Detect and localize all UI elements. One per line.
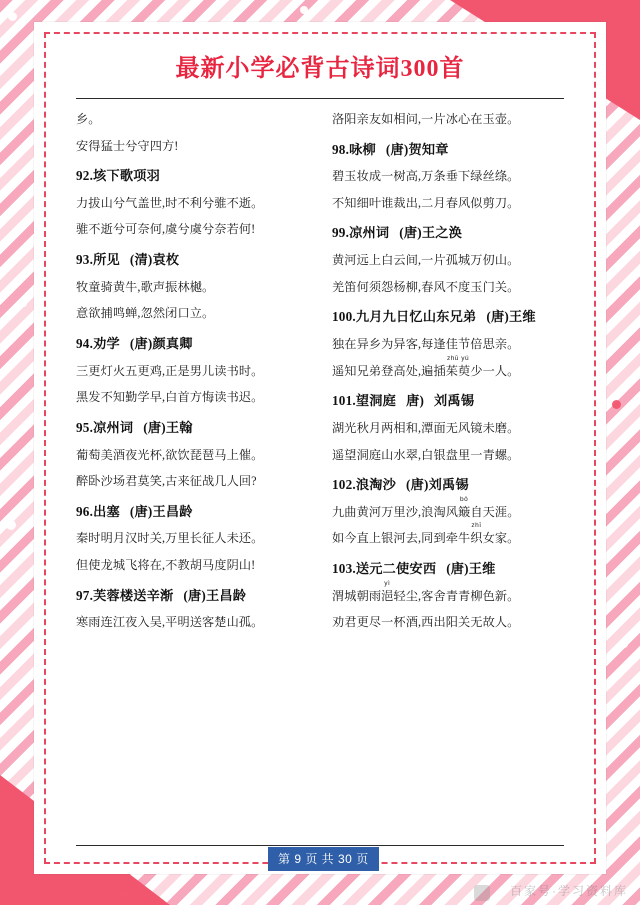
poem-heading: 96.出塞 (唐)王昌龄 bbox=[76, 503, 193, 519]
poem-line: 碧玉妆成一树高,万条垂下绿丝绦。 bbox=[332, 169, 520, 184]
poem-line: 湖光秋月两相和,潭面无风镜未磨。 bbox=[332, 421, 520, 436]
poem-line: 如今直上银河去,同到牵牛 zhī 织女家。 bbox=[332, 529, 564, 548]
horizontal-rule-top bbox=[76, 98, 564, 99]
poem-line: 渭城朝雨 yì 浥轻尘,客舍青青柳色新。 bbox=[332, 587, 564, 606]
poem-line: 意欲捕鸣蝉,忽然闭口立。 bbox=[76, 306, 215, 321]
poem-line: 骓不逝兮可奈何,虞兮虞兮奈若何! bbox=[76, 222, 256, 237]
poem-line: 醉卧沙场君莫笑,古来征战几人回? bbox=[76, 474, 257, 489]
poem-line: 劝君更尽一杯酒,西出阳关无故人。 bbox=[332, 615, 520, 630]
decorative-dot bbox=[120, 890, 128, 898]
pinyin-annotation: zhī 织 bbox=[470, 522, 483, 546]
poem-line: 不知细叶谁裁出,二月春风似剪刀。 bbox=[332, 195, 520, 210]
poem-heading: 102.浪淘沙 (唐)刘禹锡 bbox=[332, 477, 469, 493]
poem-line: 乡。 bbox=[76, 112, 101, 126]
poem-heading: 94.劝学 (唐)颜真卿 bbox=[76, 335, 193, 351]
poem-heading: 95.凉州词 (唐)王翰 bbox=[76, 419, 193, 435]
horizontal-rule-bottom bbox=[76, 845, 564, 846]
pinyin-annotation: yì 浥 bbox=[381, 579, 394, 603]
poem-heading: 103.送元二使安西 (唐)王维 bbox=[332, 561, 496, 576]
left-column bbox=[76, 106, 308, 841]
poem-line: 九曲黄河万里沙,浪淘风 bǒ 簸自天涯。 bbox=[332, 503, 564, 522]
poem-line: 遥望洞庭山水翠,白银盘里一青螺。 bbox=[332, 447, 520, 462]
poem-line: 牧童骑黄牛,歌声振林樾。 bbox=[76, 279, 215, 294]
poem-line: 安得猛士兮守四方! bbox=[76, 138, 179, 153]
decorative-dot bbox=[300, 6, 308, 14]
decorative-dot bbox=[612, 400, 621, 409]
poem-line: 洛阳亲友如相问,一片冰心在玉壶。 bbox=[332, 112, 520, 126]
pinyin-annotation: zhū yú 茱萸 bbox=[445, 354, 471, 378]
poem-heading: 92.垓下歌项羽 bbox=[76, 168, 161, 184]
poem-line: 羌笛何须怨杨柳,春风不度玉门关。 bbox=[332, 279, 520, 294]
poem-line: 秦时明月汉时关,万里长征人未还。 bbox=[76, 531, 264, 546]
page-title: 最新小学必背古诗词300首 bbox=[175, 56, 465, 82]
watermark-logo-icon bbox=[474, 885, 490, 901]
decorative-dot bbox=[6, 520, 16, 530]
poem-heading: 98.咏柳 (唐)贺知章 bbox=[332, 141, 449, 157]
poem-line: 黑发不知勤学早,白首方悔读书迟。 bbox=[76, 390, 264, 405]
watermark-text: 百家号·学习资料库 bbox=[510, 884, 628, 898]
poem-line: 寒雨连江夜入吴,平明送客楚山孤。 bbox=[76, 615, 264, 630]
decorative-dot bbox=[8, 12, 17, 21]
poem-line: 三更灯火五更鸡,正是男儿读书时。 bbox=[76, 363, 264, 378]
poem-line: 独在异乡为异客,每逢佳节倍思亲。 bbox=[332, 337, 520, 352]
pinyin-annotation: bǒ 簸 bbox=[458, 495, 471, 519]
poem-line: 葡萄美酒夜光杯,欲饮琵琶马上催。 bbox=[76, 447, 264, 462]
poem-heading: 101.望洞庭 唐) 刘禹锡 bbox=[332, 393, 475, 409]
poem-heading: 93.所见 (清)袁枚 bbox=[76, 251, 180, 267]
right-column bbox=[332, 106, 564, 841]
poem-line: 但使龙城飞将在,不教胡马度阴山! bbox=[76, 558, 256, 572]
poem-line: 遥知兄弟登高处,遍插 zhū yú 茱萸少一人。 bbox=[332, 362, 564, 381]
poem-line: 黄河远上白云间,一片孤城万仞山。 bbox=[332, 253, 520, 268]
poem-heading: 100.九月九日忆山东兄弟 (唐)王维 bbox=[332, 309, 536, 325]
poem-heading: 99.凉州词 (唐)王之涣 bbox=[332, 225, 462, 241]
decorative-dot bbox=[20, 300, 27, 307]
page-number-badge: 第 9 页 共 30 页 bbox=[268, 847, 379, 871]
decorative-dot bbox=[620, 640, 628, 648]
poem-columns bbox=[76, 106, 564, 841]
poem-heading: 97.芙蓉楼送辛渐 (唐)王昌龄 bbox=[76, 587, 247, 603]
poem-line: 力拔山兮气盖世,时不利兮骓不逝。 bbox=[76, 195, 264, 210]
